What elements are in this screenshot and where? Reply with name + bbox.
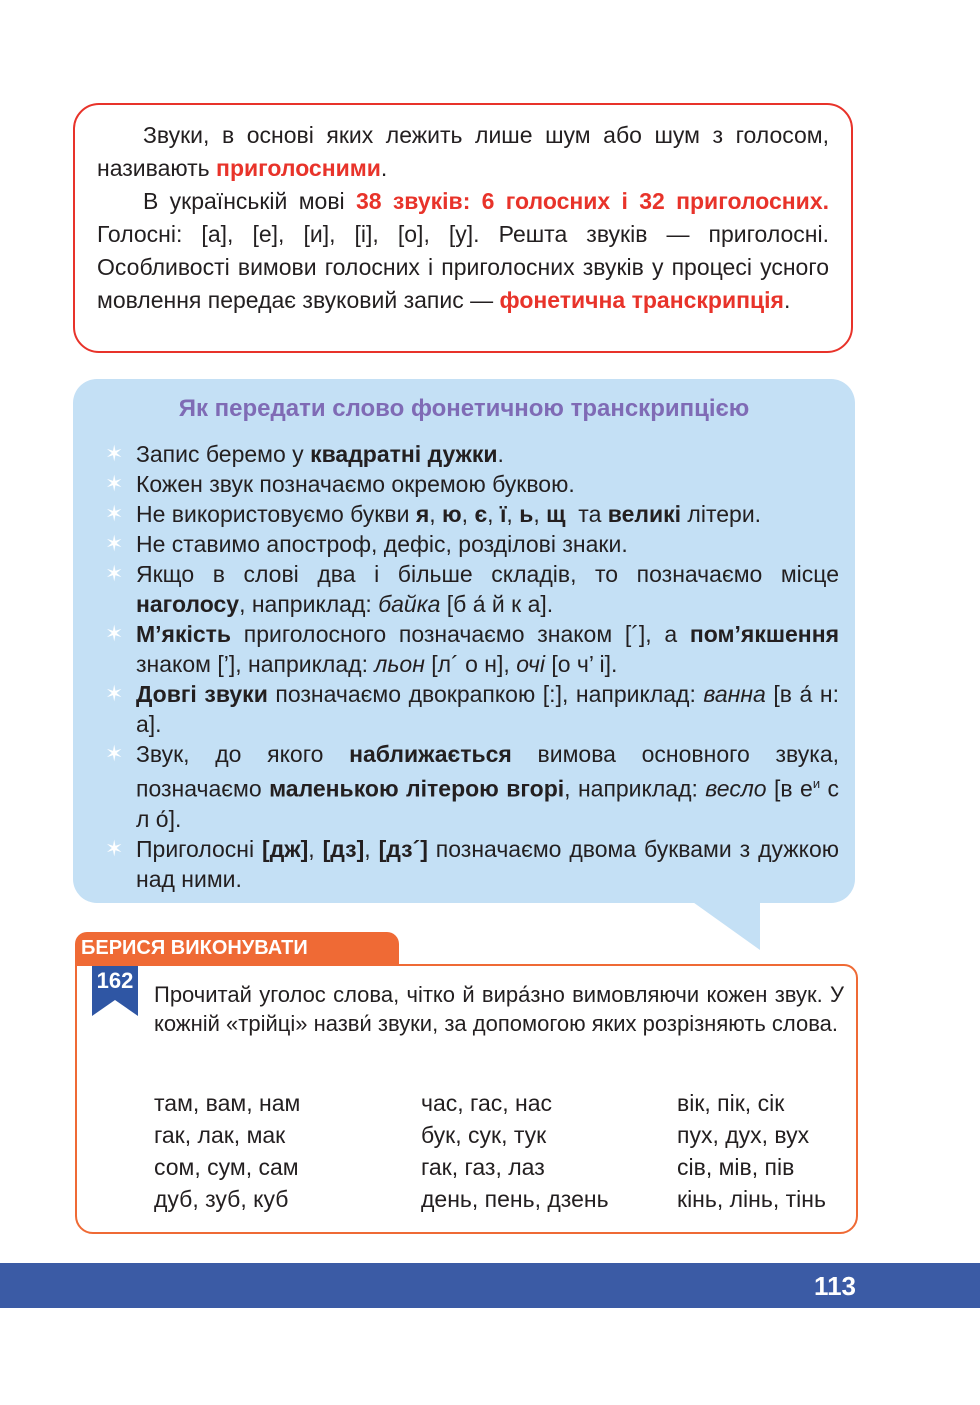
item-transcription: [в е (766, 775, 813, 802)
item-example: льон (374, 651, 425, 677)
word-triplet: вік, пік, сік (677, 1090, 785, 1116)
item-text: , наприклад: (564, 775, 706, 802)
page-number: 113 (814, 1271, 856, 1301)
speech-tail-icon (690, 900, 760, 950)
item-text: Не ставимо апостроф, дефіс, розділові знаки. (136, 531, 628, 557)
item-text: , (429, 501, 443, 527)
rule-text: . (783, 287, 791, 313)
item-text: літери. (681, 501, 762, 527)
rule-text: Голосні: [а], [е], [и], [і], [о], [у]. Решта звуків — приголосні. Особливості вимови голосних і приголосних звуків у процесі усного мовлення передає звуковий запис — (97, 221, 829, 313)
word-triplet: сом, сум, сам (154, 1154, 299, 1180)
item-bold: наближається (349, 741, 512, 767)
list-item (99, 679, 839, 739)
task-number: 162 (96, 968, 134, 993)
item-text: позначаємо двома буквами з дужкою над ними. (136, 835, 840, 892)
item-transcription: [б а́ й к а]. (440, 591, 554, 617)
word-triplet: гак, лак, мак (154, 1122, 286, 1148)
item-bold: пом’якшення (689, 621, 839, 647)
item-bold: ї (499, 501, 507, 527)
item-text: Приголосні (136, 835, 263, 862)
item-bold: щ (546, 501, 566, 527)
list-item (99, 619, 839, 679)
item-bold: великі (607, 501, 682, 527)
item-bold: ь (519, 501, 534, 527)
item-transcription: [в а́ н: а]. (136, 681, 839, 737)
word-triplet: там, вам, нам (154, 1090, 301, 1116)
rule-box (73, 103, 853, 353)
star-bullet-icon: ✶ (105, 835, 124, 861)
star-bullet-icon: ✶ (105, 621, 124, 646)
word-column-3 (677, 1087, 826, 1215)
item-text: Кожен звук позначаємо окремою буквою. (136, 471, 575, 497)
info-list (99, 439, 839, 894)
rule-text: . (380, 155, 388, 181)
rule-paragraph-2 (97, 185, 829, 317)
item-text: , (308, 835, 323, 862)
item-superscript: и (812, 776, 821, 791)
star-bullet-icon: ✶ (105, 741, 124, 766)
item-bold: наголосу (136, 591, 240, 617)
list-item (99, 499, 839, 529)
item-bold: [дз´] (378, 835, 428, 862)
item-bold: квадратні дужки (310, 441, 498, 467)
star-bullet-icon: ✶ (105, 501, 124, 526)
list-item (99, 469, 839, 499)
item-transcription: с л о́]. (136, 775, 840, 832)
item-text: , (533, 501, 547, 527)
star-bullet-icon: ✶ (105, 441, 124, 466)
task-header: БЕРИСЯ ВИКОНУВАТИ (81, 937, 308, 959)
item-text: , (364, 835, 379, 862)
rule-term: приголосними (216, 155, 381, 181)
info-title: Як передати слово фонетичною транскрипцією (178, 395, 750, 422)
star-bullet-icon: ✶ (105, 561, 124, 586)
item-text: , наприклад: (239, 591, 379, 617)
item-text: Не використовуємо букви (136, 501, 416, 527)
rule-text: В українській мові (143, 188, 356, 214)
list-item (99, 439, 839, 469)
word-triplet: гак, газ, лаз (421, 1154, 545, 1180)
item-bold: є (474, 501, 488, 527)
list-item (99, 834, 839, 894)
item-example: байка (378, 591, 441, 617)
star-bullet-icon: ✶ (105, 681, 124, 706)
item-bold: ю (442, 501, 462, 527)
list-item (99, 739, 839, 834)
item-text: Запис беремо у (136, 441, 311, 467)
item-text: Якщо в слові два і більше складів, то позначаємо місце (136, 561, 839, 587)
item-bold: я (415, 501, 430, 527)
item-transcription: [л´ о н], (424, 651, 517, 677)
task-header-tab (75, 932, 399, 966)
list-item (99, 559, 839, 619)
item-bold: [дз] (322, 835, 365, 862)
item-example: весло (705, 775, 767, 802)
item-bold: маленькою літерою вгорі (269, 775, 565, 802)
rule-paragraph-1 (97, 119, 829, 185)
star-bullet-icon: ✶ (105, 471, 124, 496)
rule-term: фонетична транскрипція (499, 287, 784, 313)
task-instruction: Прочитай уголос слова, чітко й вира́зно вимовляючи кожен звук. У кожній «трійці» назви́ звуки, за допомогою яких розрізняють слова. (154, 982, 844, 1036)
star-bullet-icon: ✶ (105, 531, 124, 556)
word-triplet: дуб, зуб, куб (154, 1186, 289, 1212)
item-text: . (497, 441, 504, 467)
item-text: , (506, 501, 520, 527)
word-triplet: бук, сук, тук (421, 1122, 547, 1148)
info-box (73, 379, 855, 903)
word-triplet: кінь, лінь, тінь (677, 1186, 826, 1212)
word-triplet: сів, мів, пів (677, 1154, 795, 1180)
footer-bar (0, 1263, 980, 1308)
item-text: , (461, 501, 475, 527)
item-example: очі (516, 651, 545, 677)
rule-term: 38 звуків: 6 голосних і 32 приголосних. (355, 188, 830, 214)
item-transcription: [о ч’ і]. (544, 651, 618, 677)
list-item (99, 529, 839, 559)
item-text: приголосного позначаємо знаком [´], а (231, 621, 690, 647)
item-text: позначаємо двокрапкою [:], наприклад: (267, 681, 704, 707)
word-triplet: день, пень, дзень (421, 1186, 609, 1212)
item-text: вимова основного звука, позначаємо (136, 741, 839, 802)
word-column-1 (154, 1087, 300, 1215)
item-text: , (487, 501, 500, 527)
word-column-2 (421, 1087, 609, 1215)
word-triplet: час, гас, нас (421, 1090, 553, 1116)
item-bold: [дж] (262, 835, 309, 862)
item-text: знаком [’], наприклад: (136, 651, 375, 677)
item-text: Звук, до якого (136, 741, 350, 767)
rule-text: Звуки, в основі яких лежить лише шум або шум з голосом, називають (97, 122, 829, 181)
item-bold: Довгі звуки (136, 681, 268, 707)
item-example: ванна (703, 681, 766, 707)
item-bold: М’якість (136, 621, 232, 647)
word-triplet: пух, дух, вух (677, 1122, 810, 1148)
item-text: та (565, 501, 608, 527)
